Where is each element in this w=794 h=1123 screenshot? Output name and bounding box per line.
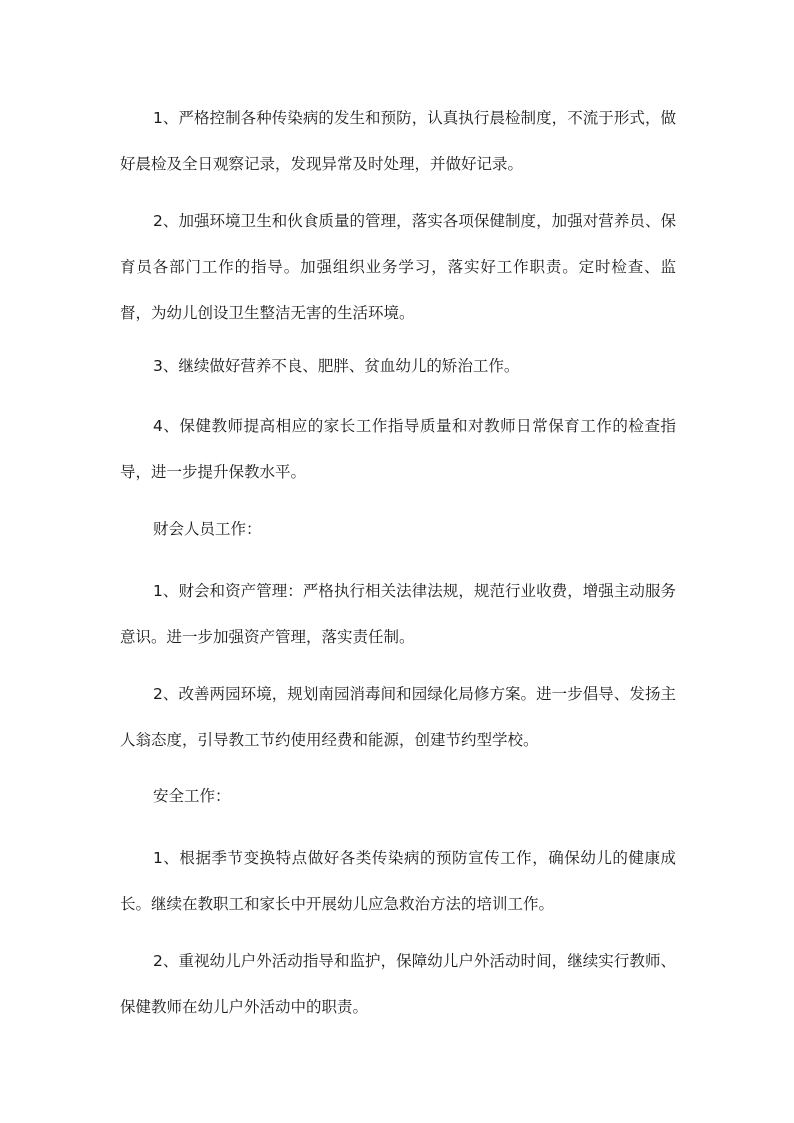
paragraph-finance-2: 2、改善两园环境，规划南园消毒间和园绿化局修方案。进一步倡导、发扬主人翁态度，引导教工节约使用经费和能源，创建节约型学校。	[120, 685, 676, 749]
paragraph-finance-1: 1、财会和资产管理：严格执行相关法律法规，规范行业收费，增强主动服务意识。进一步加强资产管理，落实责任制。	[120, 582, 676, 646]
paragraph-health-4: 4、保健教师提高相应的家长工作指导质量和对教师日常保育工作的检查指导，进一步提升保教水平。	[120, 417, 676, 481]
section-heading-finance: 财会人员工作：	[153, 520, 262, 538]
paragraph-safety-2: 2、重视幼儿户外活动指导和监护，保障幼儿户外活动时间，继续实行教师、保健教师在幼儿户外活动中的职责。	[120, 952, 676, 1016]
paragraph-health-2: 2、加强环境卫生和伙食质量的管理，落实各项保健制度，加强对营养员、保育员各部门工作的指导。加强组织业务学习，落实好工作职责。定时检查、监督，为幼儿创设卫生整洁无害的生活环境。	[120, 212, 676, 322]
paragraph-safety-1: 1、根据季节变换特点做好各类传染病的预防宣传工作，确保幼儿的健康成长。继续在教职工和家长中开展幼儿应急救治方法的培训工作。	[120, 849, 676, 913]
section-heading-safety: 安全工作：	[153, 787, 231, 805]
paragraph-health-1: 1、严格控制各种传染病的发生和预防，认真执行晨检制度，不流于形式，做好晨检及全日观察记录，发现异常及时处理，并做好记录。	[120, 109, 676, 173]
paragraph-health-3: 3、继续做好营养不良、肥胖、贫血幼儿的矫治工作。	[153, 357, 520, 375]
